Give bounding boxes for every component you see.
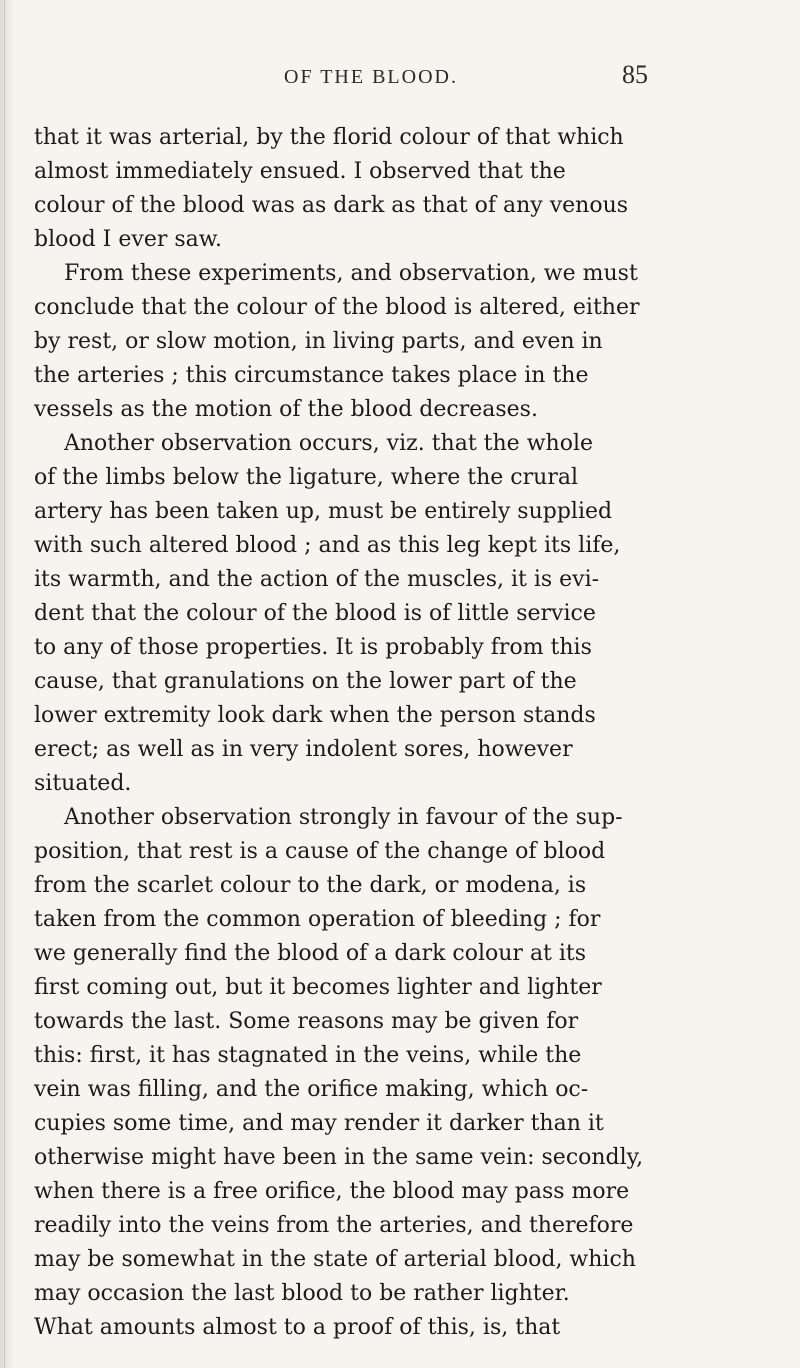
text-line: otherwise might have been in the same vein: secondly, bbox=[34, 1145, 644, 1170]
text-line: first coming out, but it becomes lighter and lighter bbox=[34, 975, 602, 1000]
text-line: situated. bbox=[34, 771, 132, 796]
text-line: blood I ever saw. bbox=[34, 227, 222, 252]
text-line: we generally find the blood of a dark colour at its bbox=[34, 941, 587, 966]
text-line: the arteries ; this circumstance takes place in the bbox=[34, 363, 589, 388]
text-line: artery has been taken up, must be entirely supplied bbox=[34, 499, 613, 524]
text-line: cupies some time, and may render it darker than it bbox=[34, 1111, 604, 1136]
text-line: vessels as the motion of the blood decreases. bbox=[34, 397, 538, 422]
text-line: taken from the common operation of bleeding ; for bbox=[34, 907, 601, 932]
text-line: vein was filling, and the orifice making, which oc- bbox=[34, 1077, 589, 1102]
page-gutter-shadow bbox=[0, 0, 14, 1368]
text-line: Another observation occurs, viz. that the whole bbox=[64, 431, 593, 456]
text-line: towards the last. Some reasons may be given for bbox=[34, 1009, 579, 1034]
text-line: almost immediately ensued. I observed that the bbox=[34, 159, 566, 184]
text-line: to any of those properties. It is probably from this bbox=[34, 635, 592, 660]
text-line: Another observation strongly in favour of the sup- bbox=[64, 805, 623, 830]
text-line: this: first, it has stagnated in the veins, while the bbox=[34, 1043, 582, 1068]
text-line: with such altered blood ; and as this leg kept its life, bbox=[34, 533, 621, 558]
text-line: may be somewhat in the state of arterial blood, which bbox=[34, 1247, 636, 1272]
text-line: dent that the colour of the blood is of little service bbox=[34, 601, 596, 626]
text-line: lower extremity look dark when the person stands bbox=[34, 703, 596, 728]
page-number: 85 bbox=[622, 60, 648, 89]
text-line: position, that rest is a cause of the change of blood bbox=[34, 839, 606, 864]
text-line: from the scarlet colour to the dark, or modena, is bbox=[34, 873, 587, 898]
text-line: of the limbs below the ligature, where the crural bbox=[34, 465, 578, 490]
text-line: that it was arterial, by the florid colour of that which bbox=[34, 125, 624, 150]
text-line: its warmth, and the action of the muscles, it is evi- bbox=[34, 567, 600, 592]
text-line: erect; as well as in very indolent sores, however bbox=[34, 737, 573, 762]
page-header bbox=[0, 58, 800, 98]
text-line: may occasion the last blood to be rather lighter. bbox=[34, 1281, 570, 1306]
text-line: readily into the veins from the arteries, and therefore bbox=[34, 1213, 634, 1238]
text-line: conclude that the colour of the blood is altered, either bbox=[34, 295, 640, 320]
text-line: cause, that granulations on the lower part of the bbox=[34, 669, 577, 694]
text-line: by rest, or slow motion, in living parts, and even in bbox=[34, 329, 603, 354]
text-line: colour of the blood was as dark as that of any venous bbox=[34, 193, 629, 218]
text-line: From these experiments, and observation, we must bbox=[64, 261, 638, 286]
page-gutter-line bbox=[4, 0, 5, 1368]
running-head: OF THE BLOOD. bbox=[284, 66, 458, 88]
text-line: What amounts almost to a proof of this, is, that bbox=[34, 1315, 561, 1340]
text-line: when there is a free orifice, the blood may pass more bbox=[34, 1179, 630, 1204]
